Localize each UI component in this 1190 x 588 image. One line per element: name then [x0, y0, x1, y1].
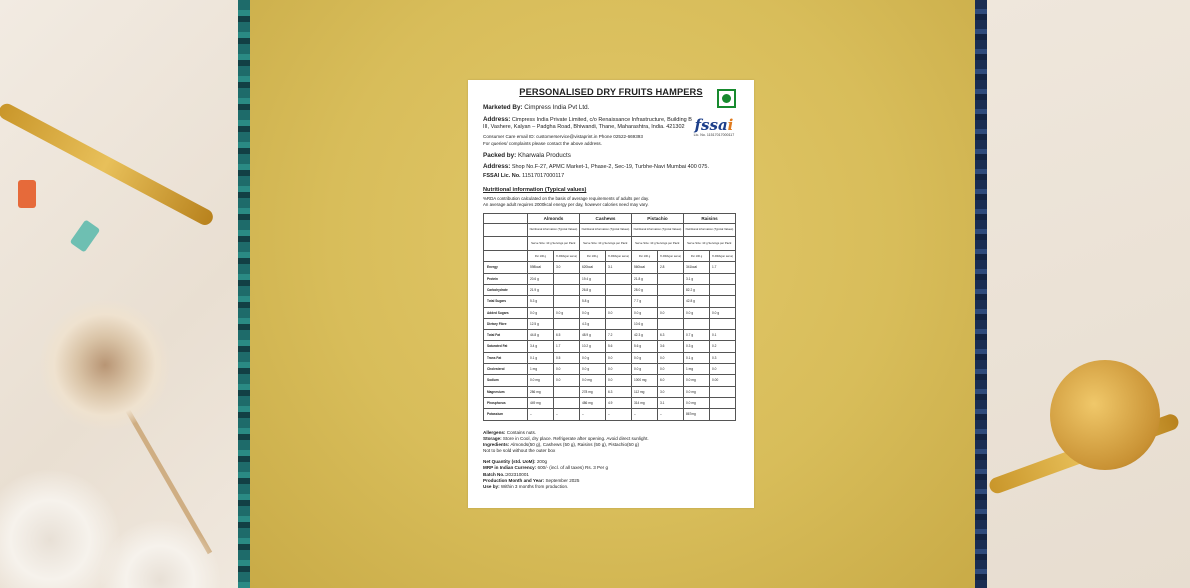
nutrient-value: 867mg — [684, 409, 710, 420]
nutrient-value — [554, 386, 580, 397]
nutrient-value: 0.1 g — [684, 352, 710, 363]
nutrient-value: 82.2 g — [684, 284, 710, 295]
nutrient-value: 20.6 g — [528, 273, 554, 284]
nutrient-value: 286 mg — [528, 386, 554, 397]
table-row — [484, 397, 736, 408]
nutrient-value — [658, 284, 684, 295]
nutrient-value: 598kcal — [528, 262, 554, 273]
nutrient-value: 44.8 g — [528, 330, 554, 341]
nutrient-value: 0.0 — [606, 307, 632, 318]
nutrient-value: 5.6 g — [632, 341, 658, 352]
table-row — [484, 284, 736, 295]
nutrient-value: – — [606, 409, 632, 420]
serve-cell: Serve Size: 10 g Servings per Pack: — [580, 237, 632, 251]
nutrient-value: 0.0 — [658, 352, 684, 363]
nutrient-value: 10.6 g — [632, 318, 658, 329]
nutrient-name: Cholesterol — [484, 364, 528, 375]
nutrient-value: 0.0 — [554, 364, 580, 375]
nutrient-value: 560kcal — [632, 262, 658, 273]
nutrient-value: 4.9 — [606, 397, 632, 408]
nutrient-value: 4.3 g — [580, 318, 606, 329]
queries-note: For queries/ complaints please contact the above address. — [483, 141, 602, 147]
info-cell: Nutritional information (Typical Values) — [632, 224, 684, 237]
nutrient-value: 3.0 — [554, 262, 580, 273]
not-sold-note: Not to be sold without the outer box — [483, 448, 556, 454]
info-cell: Nutritional information (Typical Values) — [528, 224, 580, 237]
nutrient-value: 486 mg — [580, 397, 606, 408]
mrp: MRP in Indian Currency: 600/- (incl. of all taxes) Rs. 3 Per g — [483, 465, 609, 471]
serve-cell: Serve Size: 10 g Servings per Pack: — [528, 237, 580, 251]
nutrient-name: Total Sugars — [484, 296, 528, 307]
nutrient-value: 6.5 — [554, 330, 580, 341]
product-header: Almonds — [528, 214, 580, 224]
table-row — [484, 352, 736, 363]
nutrient-value: 3.1 g — [684, 273, 710, 284]
product-header: Pistachio — [632, 214, 684, 224]
nutrient-value: – — [658, 409, 684, 420]
nutrient-value: 6.0 — [658, 375, 684, 386]
nutrient-value: 5.6 — [606, 341, 632, 352]
nutrient-value: 0.00 — [710, 375, 736, 386]
nutrient-name: Trans Fat — [484, 352, 528, 363]
nutrient-value: 0.0 g — [632, 364, 658, 375]
nutrient-value — [710, 386, 736, 397]
nutrient-value — [658, 273, 684, 284]
table-row — [484, 409, 736, 420]
nutrient-name: Sodium — [484, 375, 528, 386]
nutrient-value: 1.7 — [554, 341, 580, 352]
nutrient-value: 0.0 g — [684, 307, 710, 318]
nutrient-value: 0.3 g — [684, 341, 710, 352]
nutrient-value: 5.3 g — [528, 296, 554, 307]
marketer-address: Address: Cimpress India Private Limited, c/o Renaissance Infrastructure, Building B III, Vashere, Kalyan – Padgha Road, Bhiwandi, Thane, Maharashtra, India. 421302 — [483, 115, 692, 130]
nutrient-value: 0.0 g — [580, 364, 606, 375]
packer-address: Address: Shop No.F-27, APMC Market-1, Phase-2, Sec-19, Turbhe-Navi Mumbai 400 075. — [483, 162, 710, 170]
nutrient-value: 0.0 — [606, 352, 632, 363]
fssai-logo: fssai Lic. No. 11517017000117 — [693, 116, 735, 137]
label-title: PERSONALISED DRY FRUITS HAMPERS — [519, 87, 703, 97]
nutrient-value: 0.0 g — [710, 307, 736, 318]
nutrient-value: 6.3 — [658, 330, 684, 341]
sola-flower-top — [40, 300, 170, 430]
table-row — [484, 341, 736, 352]
nutrient-name: Saturated Fat — [484, 341, 528, 352]
nutrient-value: 28.0 g — [632, 284, 658, 295]
marketed-by: Marketed By: Cimpress India Pvt Ltd. — [483, 104, 590, 112]
orange-paper-clip — [18, 180, 36, 208]
nutrient-value — [684, 318, 710, 329]
table-serve-row — [484, 237, 736, 251]
nutrient-value — [554, 397, 580, 408]
nutrient-value: 3.1 — [606, 262, 632, 273]
nutrient-value — [606, 296, 632, 307]
consumer-care: Consumer Care email ID: customerservice@vistaprint.in Phone 02522-669393 — [483, 134, 643, 140]
nutrient-name: Carbohydrate — [484, 284, 528, 295]
nutrient-value: 0.0 g — [632, 307, 658, 318]
nutrient-value: 26.8 g — [580, 284, 606, 295]
nutrition-table-body — [484, 262, 736, 420]
nutrient-value — [710, 397, 736, 408]
nutrient-value — [658, 296, 684, 307]
nutrient-value: 7.7 g — [632, 296, 658, 307]
nutrient-value: 0.2 — [710, 341, 736, 352]
gift-box-edge-right — [975, 0, 987, 588]
nutrition-heading: Nutritional information (Typical values) — [483, 187, 587, 194]
nutrient-name: Protein — [484, 273, 528, 284]
nutrient-value: 0.7 g — [684, 330, 710, 341]
table-row — [484, 296, 736, 307]
label-footer — [483, 430, 739, 491]
table-row — [484, 330, 736, 341]
nutrient-name: Magnesium — [484, 386, 528, 397]
info-cell: Nutritional information (Typical Values) — [684, 224, 736, 237]
packed-by: Packed by: Kharwala Products — [483, 152, 571, 160]
nutrient-value: 1.7 — [710, 262, 736, 273]
serve-cell: Serve Size: 10 g Servings per Pack: — [632, 237, 684, 251]
nutrient-value — [606, 273, 632, 284]
nutrient-name: Added Sugars — [484, 307, 528, 318]
production-date: Production Month and Year: September 2025 — [483, 477, 580, 483]
nutrient-value: 5.8 g — [580, 296, 606, 307]
table-row — [484, 307, 736, 318]
nutrient-value: 6.3 — [606, 386, 632, 397]
nutrient-value — [606, 318, 632, 329]
serve-cell: Serve Size: 10 g Servings per Pack: — [684, 237, 736, 251]
table-unit-row: Per 100 g % RDA(per serve) Per 100 g % RDA(per serve) Per 100 g % RDA(per serve) Per 100 g % RDA(per serve) — [484, 251, 736, 262]
nutrient-value: 3.6 — [658, 341, 684, 352]
nutrient-value: 0.0 — [710, 364, 736, 375]
nutrient-value: 0.0 mg — [684, 397, 710, 408]
nutrient-value: 0.0 g — [580, 352, 606, 363]
nutrient-value: 0.5 — [554, 352, 580, 363]
allergens: Allergens: Contains nuts. — [483, 429, 537, 435]
nutrient-value: – — [632, 409, 658, 420]
nutrient-value: 0.0 mg — [580, 375, 606, 386]
nutrient-value: 0.0 g — [632, 352, 658, 363]
table-product-row — [484, 214, 736, 224]
nutrient-value: 10.2 g — [580, 341, 606, 352]
nutrient-value: 21.9 g — [528, 284, 554, 295]
nutrient-value: 42.8 g — [684, 296, 710, 307]
nutrient-value — [554, 318, 580, 329]
nutrient-value: 2.8 — [658, 262, 684, 273]
nutrient-value: 314 mg — [632, 397, 658, 408]
nutrient-value: 0.0 mg — [684, 375, 710, 386]
nutrient-value: 0.1 — [710, 330, 736, 341]
batch-number: Batch No.:202310001 — [483, 471, 529, 477]
table-info-row — [484, 224, 736, 237]
table-row — [484, 386, 736, 397]
fssai-license: FSSAI Lic. No. 11517017000117 — [483, 172, 565, 179]
nutrient-value: 0.0 — [606, 375, 632, 386]
nutrient-value: 1 mg — [528, 364, 554, 375]
use-by: Use by: Within 3 months from production. — [483, 484, 569, 490]
nutrient-value: – — [528, 409, 554, 420]
nutrient-value: 19.4 g — [580, 273, 606, 284]
nutrient-value: 3.4 g — [528, 341, 554, 352]
nutrient-value: 449 mg — [528, 397, 554, 408]
nutrient-value — [710, 318, 736, 329]
product-label — [468, 80, 754, 508]
nutrient-value: 42.3 g — [632, 330, 658, 341]
nutrient-value: 7.2 — [606, 330, 632, 341]
nutrient-name: Phosphorus — [484, 397, 528, 408]
nutrient-value: 48.9 g — [580, 330, 606, 341]
nutrient-value: 0.0 — [606, 364, 632, 375]
nutrient-name: Total Fat — [484, 330, 528, 341]
net-quantity: Net Quantity (std. UoM): 200g — [483, 459, 548, 465]
nutrient-value: 0.1 g — [528, 352, 554, 363]
table-row — [484, 364, 736, 375]
table-row — [484, 273, 736, 284]
table-row — [484, 318, 736, 329]
wooden-table-right — [975, 0, 1190, 588]
nutrient-value: – — [554, 409, 580, 420]
nutrient-value: – — [580, 409, 606, 420]
veg-icon — [717, 89, 736, 108]
product-header: Raisins — [684, 214, 736, 224]
nutrient-value — [710, 409, 736, 420]
nutrient-value: 0.0 g — [554, 307, 580, 318]
nutrient-name: Potassium — [484, 409, 528, 420]
nutrient-value — [710, 296, 736, 307]
nutrient-value — [606, 284, 632, 295]
nutrient-value: 0.3 — [710, 352, 736, 363]
nutrient-value: 0.0 — [554, 375, 580, 386]
nutrient-value — [710, 284, 736, 295]
nutrient-value: 0.0 g — [528, 307, 554, 318]
gold-bow — [1050, 360, 1160, 470]
nutrient-value: 0.0 g — [580, 307, 606, 318]
nutrient-value: 278 mg — [580, 386, 606, 397]
fssai-logo-lic: Lic. No. 11517017000117 — [693, 133, 735, 137]
nutrient-value: 21.8 g — [632, 273, 658, 284]
nutrient-name: Energy — [484, 262, 528, 273]
nutrient-value — [554, 284, 580, 295]
nutrient-value: 3.1 — [658, 397, 684, 408]
nutrient-value — [554, 273, 580, 284]
rda-note: %RDA contribution calculated on the basis of average requirements of adults per day. — [483, 196, 650, 202]
nutrient-value: 3.0 — [658, 386, 684, 397]
nutrient-value: 620kcal — [580, 262, 606, 273]
ingredients: Ingredients: Almonds(50 g), Cashews (50 g), Raisins (50 g), Pistachio(50 g) — [483, 441, 640, 447]
nutrient-name: Dietary Fibre — [484, 318, 528, 329]
nutrient-value — [554, 296, 580, 307]
gift-box-edge-left — [238, 0, 250, 588]
nutrient-value: 112 mg — [632, 386, 658, 397]
nutrient-value: 1 mg — [684, 364, 710, 375]
table-row — [484, 262, 736, 273]
nutrient-value — [658, 318, 684, 329]
nutrient-value: 0.0 mg — [528, 375, 554, 386]
storage: Storage: Store in Cool, dry place. Refrigerate after opening. Avoid direct sunlight. — [483, 435, 649, 441]
nutrient-value: 0.0 mg — [684, 386, 710, 397]
product-header: Cashews — [580, 214, 632, 224]
nutrient-value — [710, 273, 736, 284]
table-row — [484, 375, 736, 386]
info-cell: Nutritional information (Typical Values) — [580, 224, 632, 237]
nutrient-value: 0.0 — [658, 364, 684, 375]
nutrient-value: 0.0 — [658, 307, 684, 318]
nutrient-value: 12.5 g — [528, 318, 554, 329]
nutrient-value: 1000 mg — [632, 375, 658, 386]
nutrient-value: 341kcal — [684, 262, 710, 273]
energy-note: An average adult requires 2000kcal energy per day, however calories need may vary. — [483, 202, 649, 208]
nutrition-table — [483, 213, 736, 420]
